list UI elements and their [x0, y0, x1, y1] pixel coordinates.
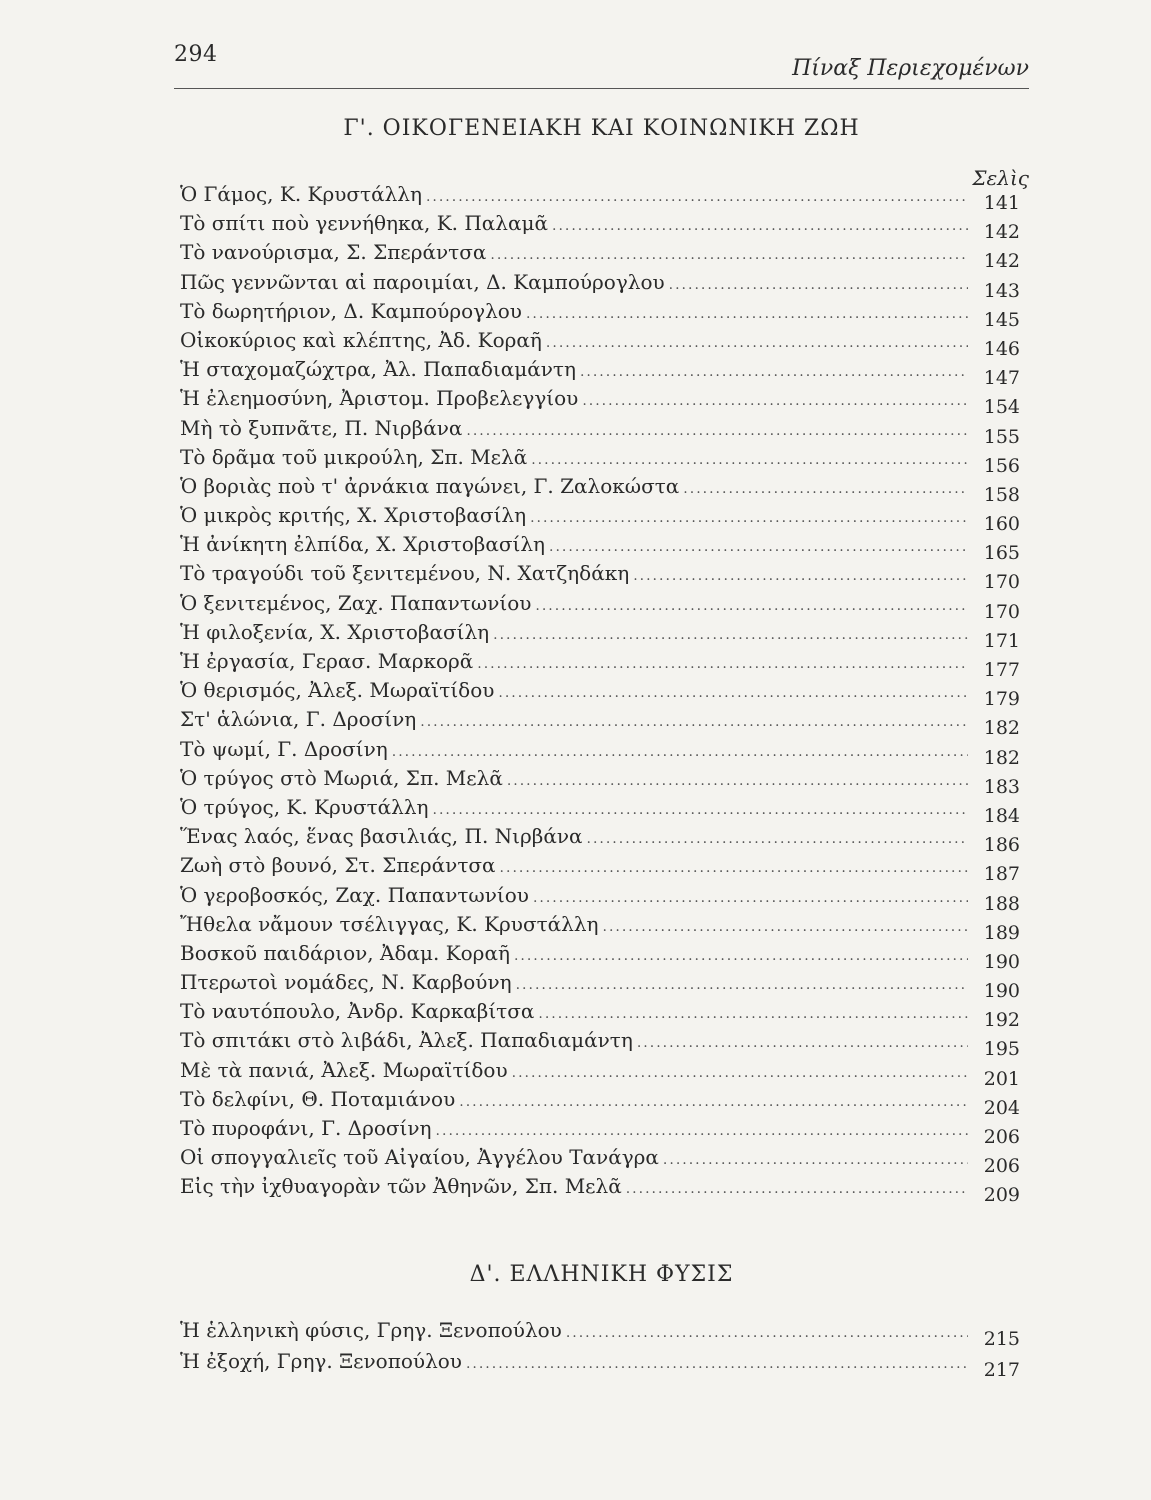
toc-entry-title: Ἡ ἐξοχή, Γρηγ. Ξενοπούλου — [180, 1349, 462, 1373]
toc-entry-title: Ὁ βοριὰς ποὺ τ' ἀρνάκια παγώνει, Γ. Ζαλοκώστα — [180, 473, 680, 498]
header-rule — [174, 88, 1029, 89]
toc-entry — [180, 997, 1020, 1032]
toc-entry — [180, 589, 1020, 623]
toc-entry-title: Μὴ τὸ ξυπνᾶτε, Π. Νιρβάνα — [180, 415, 463, 440]
toc-entry-page: 142 — [983, 221, 1020, 244]
toc-entry-title: Τὸ σπιτάκι στὸ λιβάδι, Ἀλεξ. Παπαδιαμάντη — [180, 1028, 633, 1053]
toc-entry-page: 179 — [983, 688, 1020, 711]
toc-entry — [180, 414, 1020, 448]
dot-leader — [420, 708, 968, 737]
dot-leader — [546, 329, 968, 358]
section-d-entries — [180, 1316, 1020, 1381]
toc-entry-page: 186 — [983, 834, 1020, 857]
dot-leader — [514, 942, 968, 971]
toc-entry-page: 190 — [983, 950, 1020, 973]
toc-entry — [180, 472, 1020, 506]
toc-entry-page: 146 — [983, 337, 1020, 360]
toc-entry-page: 182 — [983, 746, 1020, 769]
dot-leader — [587, 825, 969, 854]
dot-leader — [477, 650, 968, 679]
toc-entry — [180, 530, 1020, 565]
toc-entry — [180, 355, 1020, 390]
dot-leader — [683, 475, 968, 504]
toc-entry-page: 184 — [983, 804, 1020, 827]
dot-leader — [500, 854, 968, 883]
toc-entry-page: 156 — [983, 454, 1020, 477]
toc-entry-page: 177 — [983, 659, 1020, 681]
toc-entry-page: 154 — [983, 396, 1020, 419]
dot-leader — [669, 271, 968, 300]
toc-entry-title: Εἰς τὴν ἰχθυαγορὰν τῶν Ἀθηνῶν, Σπ. Μελᾶ — [180, 1174, 622, 1199]
toc-entry — [180, 297, 1020, 331]
toc-entry — [180, 1085, 1020, 1119]
toc-entry-title: Πτερωτοὶ νομάδες, Ν. Καρβούνη — [180, 970, 512, 995]
toc-entry — [180, 1347, 1020, 1381]
toc-entry — [180, 1143, 1020, 1178]
toc-entry-title: Οἱ σπογγαλιεῖς τοῦ Αἰγαίου, Ἀγγέλου Τανάγρα — [180, 1145, 659, 1170]
toc-entry — [180, 209, 1020, 244]
dot-leader — [530, 504, 968, 533]
dot-leader — [603, 913, 969, 942]
toc-entry-page: 145 — [983, 308, 1020, 331]
toc-entry — [180, 881, 1020, 915]
dot-leader — [552, 212, 968, 241]
toc-entry-page: 192 — [983, 1009, 1020, 1032]
toc-entry-title: Μὲ τὰ πανιά, Ἀλεξ. Μωραϊτίδου — [180, 1057, 508, 1082]
dot-leader — [436, 1117, 968, 1146]
toc-entry-title: Ἡ ἐργασία, Γερασ. Μαρκορᾶ — [180, 649, 474, 673]
toc-entry-title: Τὸ τραγούδι τοῦ ξενιτεμένου, Ν. Χατζηδάκη — [180, 561, 630, 586]
toc-entry-page: 204 — [983, 1096, 1020, 1119]
toc-entry-title: Ἡ ἐλεημοσύνη, Ἀριστομ. Προβελεγγίου — [180, 386, 579, 411]
toc-entry — [180, 647, 1020, 681]
toc-entry-page: 217 — [983, 1359, 1020, 1381]
dot-leader — [516, 971, 968, 1000]
toc-entry — [180, 1172, 1020, 1207]
toc-entry-title: Ἡ ἀνίκητη ἐλπίδα, Χ. Χριστοβασίλη — [180, 532, 546, 557]
toc-entry — [180, 676, 1020, 711]
toc-entry-page: 201 — [983, 1067, 1020, 1090]
section-d-title: Δ'. ΕΛΛΗΝΙΚΗ ΦΥΣΙΣ — [469, 1262, 734, 1287]
toc-entry-title: Ὁ Γάμος, Κ. Κρυστάλλη — [180, 182, 422, 206]
toc-entry — [180, 705, 1020, 740]
toc-entry-page: 158 — [983, 483, 1020, 506]
toc-entry — [180, 238, 1020, 273]
toc-entry-title: Τὸ δωρητήριον, Δ. Καμπούρογλου — [180, 298, 522, 323]
dot-leader — [526, 300, 968, 329]
dot-leader — [663, 1146, 968, 1175]
toc-entry-title: Ὁ γεροβοσκός, Ζαχ. Παπαντωνίου — [180, 882, 529, 907]
page-column-header: Σελὶς — [972, 166, 1029, 190]
toc-entry-page: 189 — [983, 921, 1020, 944]
dot-leader — [533, 884, 968, 913]
toc-entry-page: 190 — [983, 980, 1020, 1003]
toc-entry-page: 171 — [983, 629, 1020, 652]
toc-entry — [180, 910, 1020, 944]
toc-entry-page: 160 — [983, 513, 1020, 536]
dot-leader — [580, 358, 968, 387]
toc-entry-title: Ἡ σταχομαζώχτρα, Ἀλ. Παπαδιαμάντη — [180, 357, 576, 382]
toc-entry — [180, 735, 1020, 769]
dot-leader — [633, 562, 968, 591]
toc-entry-title: Τὸ δελφίνι, Θ. Ποταμιάνου — [180, 1086, 456, 1111]
toc-entry-title: Τὸ δρᾶμα τοῦ μικρούλη, Σπ. Μελᾶ — [180, 444, 528, 469]
page-number: 294 — [174, 42, 218, 67]
toc-entry-page: 170 — [983, 600, 1020, 623]
section-c-entries — [180, 180, 1020, 1207]
toc-entry — [180, 559, 1020, 594]
toc-entry — [180, 764, 1020, 798]
toc-entry-title: Ζωὴ στὸ βουνό, Στ. Σπεράντσα — [180, 853, 496, 878]
toc-entry-page: 143 — [983, 279, 1020, 302]
section-c-title: Γ'. ΟΙΚΟΓΕΝΕΙΑΚΗ ΚΑΙ ΚΟΙΝΩΝΙΚΗ ΖΩΗ — [343, 116, 860, 141]
dot-leader — [582, 387, 968, 416]
toc-entry-title: Τὸ πυροφάνι, Γ. Δροσίνη — [180, 1116, 432, 1140]
toc-entry — [180, 326, 1020, 360]
dot-leader — [392, 738, 968, 767]
toc-entry — [180, 968, 1020, 1003]
toc-entry — [180, 384, 1020, 419]
toc-entry-page: 141 — [983, 192, 1020, 214]
toc-entry-title: Ὁ θερισμός, Ἀλεξ. Μωραϊτίδου — [180, 678, 495, 703]
toc-entry-page: 215 — [983, 1328, 1020, 1350]
toc-entry — [180, 851, 1020, 886]
toc-entry-title: Ὁ μικρὸς κριτής, Χ. Χριστοβασίλη — [180, 503, 527, 528]
dot-leader — [490, 241, 968, 270]
dot-leader — [459, 1088, 968, 1117]
dot-leader — [498, 679, 968, 708]
toc-entry-page: 165 — [983, 542, 1020, 565]
toc-entry — [180, 822, 1020, 857]
toc-entry — [180, 443, 1020, 477]
toc-entry-title: Τὸ νανούρισμα, Σ. Σπεράντσα — [180, 240, 487, 265]
dot-leader — [535, 592, 968, 621]
toc-entry-title: Ἤθελα νἄμουν τσέλιγγας, Κ. Κρυστάλλη — [180, 911, 599, 936]
running-title: Πίναξ Περιεχομένων — [792, 56, 1029, 81]
toc-entry — [180, 618, 1020, 652]
toc-entry — [180, 501, 1020, 536]
dot-leader — [549, 533, 968, 562]
toc-entry-page: 206 — [983, 1126, 1020, 1148]
toc-entry-page: 183 — [983, 775, 1020, 798]
toc-entry-title: Βοσκοῦ παιδάριον, Ἀδαμ. Κοραῆ — [180, 940, 510, 965]
toc-entry — [180, 1114, 1020, 1148]
dot-leader — [466, 417, 968, 446]
toc-entry — [180, 1056, 1020, 1090]
toc-entry-page: 206 — [983, 1155, 1020, 1178]
toc-entry-title: Ὁ ξενιτεμένος, Ζαχ. Παπαντωνίου — [180, 590, 532, 615]
dot-leader — [637, 1029, 968, 1058]
toc-entry-title: Ὁ τρύγος στὸ Μωριά, Σπ. Μελᾶ — [180, 765, 503, 790]
toc-entry-page: 182 — [983, 717, 1020, 740]
toc-entry-page: 188 — [983, 892, 1020, 915]
toc-entry-title: Ὁ τρύγος, Κ. Κρυστάλλη — [180, 794, 429, 819]
toc-entry — [180, 1026, 1020, 1061]
toc-entry — [180, 939, 1020, 973]
dot-leader — [531, 446, 968, 475]
dot-leader — [538, 1000, 968, 1029]
dot-leader — [512, 1059, 968, 1088]
toc-entry-page: 155 — [983, 425, 1020, 448]
dot-leader — [426, 183, 968, 212]
dot-leader — [433, 796, 968, 825]
toc-entry-page: 142 — [983, 250, 1020, 273]
toc-entry-page: 147 — [983, 367, 1020, 390]
toc-entry-page: 170 — [983, 571, 1020, 594]
dot-leader — [466, 1350, 968, 1379]
toc-entry-title: Τὸ ναυτόπουλο, Ἀνδρ. Καρκαβίτσα — [180, 999, 535, 1024]
dot-leader — [507, 767, 968, 796]
toc-entry-page: 187 — [983, 863, 1020, 886]
toc-entry-title: Ἡ φιλοξενία, Χ. Χριστοβασίλη — [180, 619, 490, 644]
toc-entry — [180, 180, 1020, 214]
dot-leader — [493, 621, 968, 650]
toc-entry-title: Οἰκοκύριος καὶ κλέπτης, Ἀδ. Κοραῆ — [180, 327, 542, 352]
toc-entry — [180, 268, 1020, 302]
toc-entry — [180, 1316, 1020, 1350]
toc-entry-title: Ἡ ἑλληνικὴ φύσις, Γρηγ. Ξενοπούλου — [180, 1318, 562, 1342]
toc-entry-title: Τὸ σπίτι ποὺ γεννήθηκα, Κ. Παλαμᾶ — [180, 211, 548, 236]
dot-leader — [566, 1319, 968, 1348]
toc-entry — [180, 793, 1020, 827]
toc-entry-title: Ἕνας λαός, ἕνας βασιλιάς, Π. Νιρβάνα — [180, 824, 583, 849]
dot-leader — [626, 1175, 968, 1204]
toc-entry-title: Στ' ἁλώνια, Γ. Δροσίνη — [180, 707, 417, 732]
toc-entry-title: Πῶς γεννῶνται αἱ παροιμίαι, Δ. Καμπούρογλου — [180, 269, 665, 294]
toc-entry-page: 195 — [983, 1038, 1020, 1061]
toc-entry-title: Τὸ ψωμί, Γ. Δροσίνη — [180, 736, 388, 761]
toc-entry-page: 209 — [983, 1184, 1020, 1207]
